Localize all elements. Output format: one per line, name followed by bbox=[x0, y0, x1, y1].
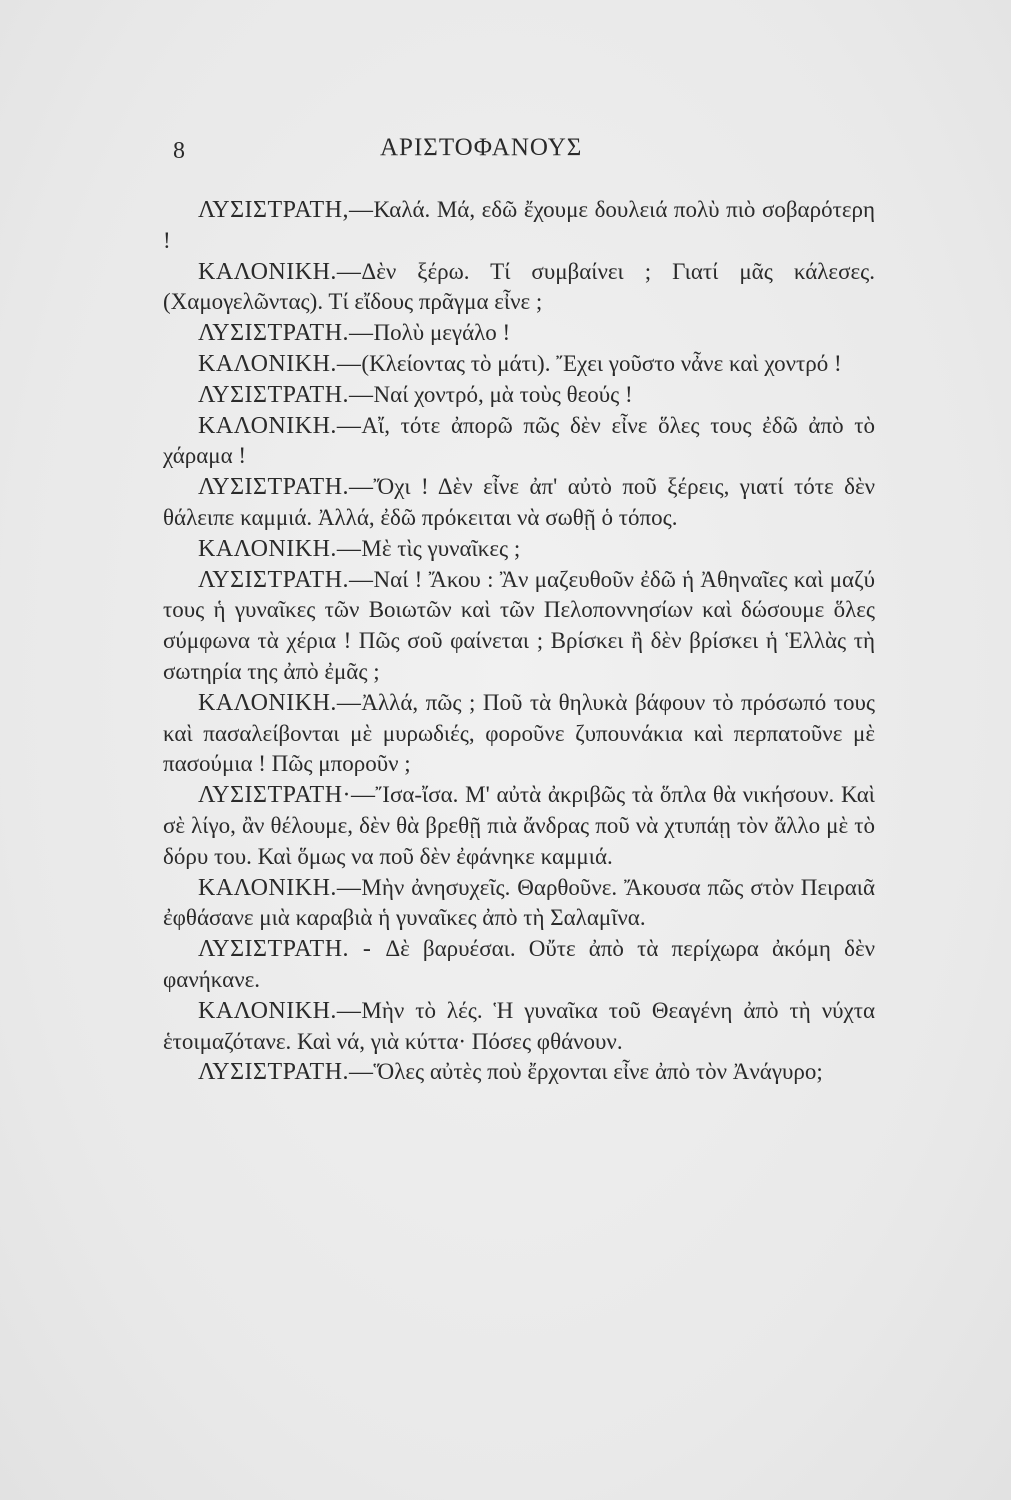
speaker-name: ΚΑΛΟΝΙΚΗ.— bbox=[198, 997, 362, 1024]
speaker-name: ΛΥΣΙΣΤΡΑΤΗ.— bbox=[198, 1059, 374, 1086]
speaker-name: ΚΑΛΟΝΙΚΗ.— bbox=[198, 350, 362, 377]
dialogue-paragraph bbox=[163, 195, 875, 257]
dialogue-paragraph bbox=[163, 380, 875, 411]
speech-text: Ἴσα-ἴσα. Μ' αὐτὰ ἀκριβῶς τὰ ὅπλα θὰ νικήσουν. Καὶ σὲ λίγο, ἂν θέλουμε, δὲν θὰ βρεθῇ πιὰ ἄνδρας ποῦ νὰ χτυπάῃ τὸν ἄλλο μὲ τὸ δόρυ του. Καὶ ὅμως να ποῦ δὲν ἐφάνηκε καμμιά. bbox=[163, 782, 875, 869]
dialogue-paragraph bbox=[163, 318, 875, 349]
speech-text: Ναί χοντρό, μὰ τοὺς θεούς ! bbox=[373, 381, 633, 407]
speech-text: Καλά. Μά, εδῶ ἔχουμε δουλειά πολὺ πιὸ σοβαρότερη ! bbox=[163, 197, 875, 253]
speaker-name: ΚΑΛΟΝΙΚΗ.— bbox=[198, 258, 362, 285]
speech-text: Δὲ βαρυέσαι. Οὔτε ἀπὸ τὰ περίχωρα ἀκόμη δὲν φανήκανε. bbox=[163, 936, 875, 992]
speech-text: Αἴ, τότε ἀπορῶ πῶς δὲν εἶνε ὅλες τους ἐδῶ ἀπὸ τὸ χάραμα ! bbox=[163, 412, 875, 469]
speaker-name: ΚΑΛΟΝΙΚΗ.— bbox=[198, 874, 362, 901]
speaker-name: ΛΥΣΙΣΤΡΑΤΗ·— bbox=[198, 782, 376, 809]
speaker-name: ΚΑΛΟΝΙΚΗ.— bbox=[198, 412, 362, 439]
dialogue-paragraph bbox=[163, 565, 875, 688]
dialogue-paragraph bbox=[163, 688, 875, 780]
speech-text: Ναί ! Ἄκου : Ἂν μαζευθοῦν ἐδῶ ἡ Ἀθηναῖες καὶ μαζύ τους ἡ γυναῖκες τῶν Βοιωτῶν καὶ τῶν Πελοποννησίων καὶ δώσουμε ὅλες σύμφωνα τὰ χέρια ! Πῶς σοῦ φαίνεται ; Βρίσκει ἢ δὲν βρίσκει ἡ Ἑλλὰς τὴ σωτηρία της ἀπὸ ἐμᾶς ; bbox=[163, 566, 875, 684]
speaker-name: ΚΑΛΟΝΙΚΗ.— bbox=[198, 689, 362, 716]
speech-text: (Κλείοντας τὸ μάτι). Ἔχει γοῦστο νἆνε καὶ χοντρό ! bbox=[361, 350, 842, 376]
speaker-name: ΛΥΣΙΣΤΡΑΤΗ. - bbox=[198, 936, 386, 963]
speaker-name: ΛΥΣΙΣΤΡΑΤΗ.— bbox=[198, 474, 374, 501]
dialogue-paragraph bbox=[163, 996, 875, 1058]
dialogue-paragraph bbox=[163, 780, 875, 872]
running-title: ΑΡΙΣΤΟΦΑΝΟΥΣ bbox=[380, 134, 583, 161]
dialogue-paragraph bbox=[163, 472, 875, 534]
dialogue-paragraph bbox=[163, 349, 875, 380]
speaker-name: ΛΥΣΙΣΤΡΑΤΗ.— bbox=[198, 566, 374, 593]
speech-text: Μὲ τὶς γυναῖκες ; bbox=[361, 535, 521, 561]
dialogue-paragraph bbox=[163, 873, 875, 935]
speech-text: Ὄχι ! Δὲν εἶνε ἀπ' αὐτὸ ποῦ ξέρεις, γιατί τότε δὲν θάλειπε καμμιά. Ἀλλά, ἐδῶ πρόκειται νὰ σωθῇ ὁ τόπος. bbox=[163, 474, 875, 530]
speaker-name: ΚΑΛΟΝΙΚΗ.— bbox=[198, 535, 362, 562]
speaker-name: ΛΥΣΙΣΤΡΑΤΗ.— bbox=[198, 381, 374, 408]
page-number: 8 bbox=[173, 138, 185, 164]
dialogue-paragraph bbox=[163, 1057, 875, 1088]
speech-text: Πολὺ μεγάλο ! bbox=[373, 320, 511, 346]
speech-text: Ἀλλά, πῶς ; Ποῦ τὰ θηλυκὰ βάφουν τὸ πρόσωπό τους καὶ πασαλείβονται μὲ μυρωδιές, φοροῦνε ζυπουνάκια καὶ περπατοῦνε μὲ πασούμια ! Πῶς μποροῦν ; bbox=[163, 689, 875, 777]
dialogue-text bbox=[163, 195, 875, 1088]
dialogue-paragraph bbox=[163, 411, 875, 473]
page-header bbox=[150, 128, 870, 168]
speech-text: Δὲν ξέρω. Τί συμβαίνει ; Γιατί μᾶς κάλεσες. (Χαμογελῶντας). Τί εἴδους πρᾶγμα εἶνε ; bbox=[163, 258, 875, 315]
speech-text: Μὴν ἀνησυχεῖς. Θαρθοῦνε. Ἄκουσα πῶς στὸν Πειραιᾶ ἐφθάσανε μιὰ καραβιὰ ἡ γυναῖκες ἀπὸ τὴ Σαλαμῖνα. bbox=[163, 874, 875, 931]
speaker-name: ΛΥΣΙΣΤΡΑΤΗ.— bbox=[198, 320, 374, 347]
speech-text: Μὴν τὸ λές. Ἡ γυναῖκα τοῦ Θεαγένη ἀπὸ τὴ νύχτα ἑτοιμαζότανε. Καὶ νά, γιὰ κύττα· Πόσες φθάνουν. bbox=[163, 997, 875, 1054]
dialogue-paragraph bbox=[163, 257, 875, 319]
speech-text: Ὅλες αὐτὲς ποὺ ἔρχονται εἶνε ἀπὸ τὸν Ἀνάγυρο; bbox=[373, 1059, 823, 1085]
dialogue-paragraph bbox=[163, 934, 875, 996]
speaker-name: ΛΥΣΙΣΤΡΑΤΗ,— bbox=[198, 197, 374, 223]
dialogue-paragraph bbox=[163, 534, 875, 565]
